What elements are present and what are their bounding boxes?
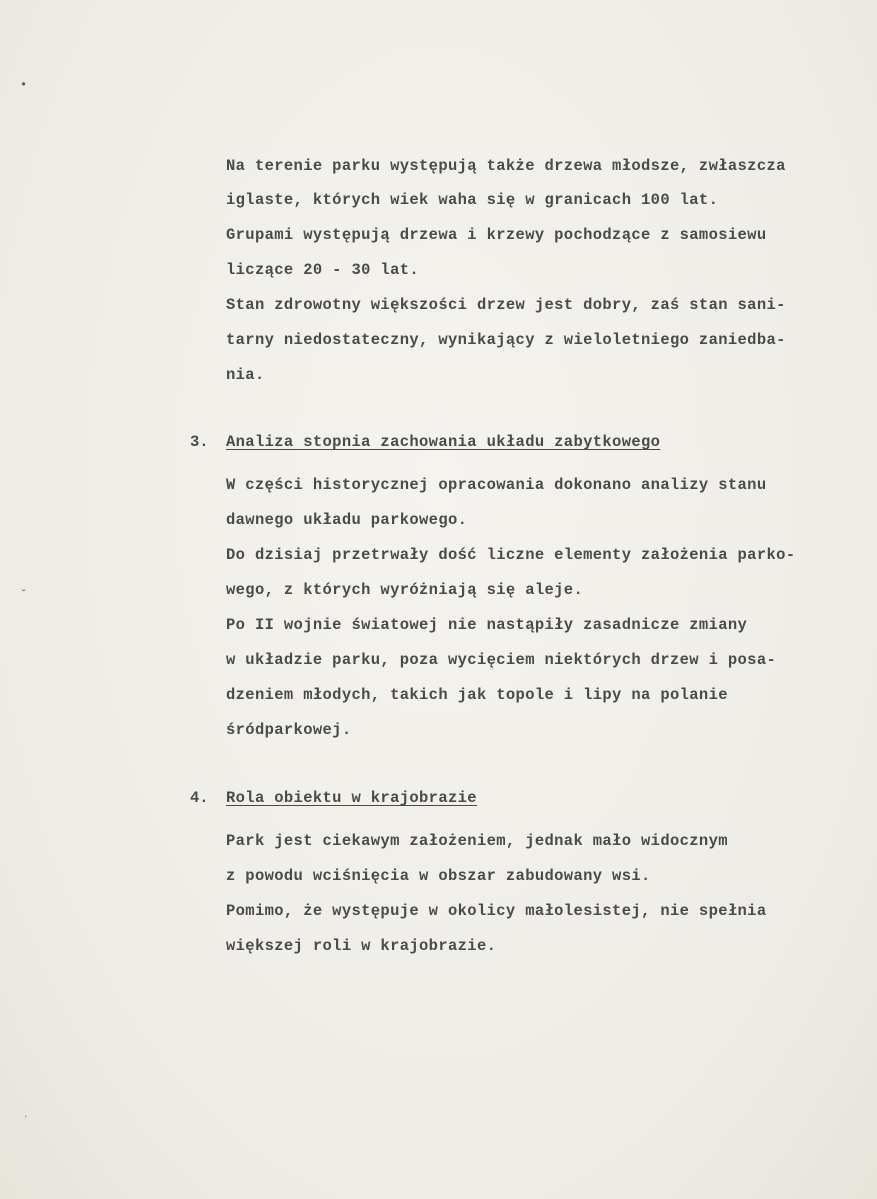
text-line: W części historycznej opracowania dokonano analizy stanu <box>226 476 767 494</box>
text-line: tarny niedostateczny, wynikający z wieloletniego zaniedba- <box>226 331 786 349</box>
margin-mark-top: • <box>20 78 28 92</box>
text-line: Grupami występują drzewa i krzewy pochodzące z samosiewu <box>226 226 767 244</box>
text-line: dzeniem młodych, takich jak topole i lipy na polanie <box>226 686 728 704</box>
text-line: Pomimo, że występuje w okolicy małolesistej, nie spełnia <box>226 902 767 920</box>
section-number: 4. <box>190 789 209 807</box>
section-title: Analiza stopnia zachowania układu zabytkowego <box>226 433 661 451</box>
text-line: nia. <box>226 366 265 384</box>
section-title: Rola obiektu w krajobrazie <box>226 789 477 807</box>
text-line: Park jest ciekawym założeniem, jednak mało widocznym <box>226 832 728 850</box>
text-line: Do dzisiaj przetrwały dość liczne elementy założenia parko- <box>226 546 796 564</box>
text-line: liczące 20 - 30 lat. <box>226 261 420 279</box>
text-line: Stan zdrowotny większości drzew jest dobry, zaś stan sani- <box>226 296 786 314</box>
text-line: w układzie parku, poza wycięciem niektórych drzew i posa- <box>226 651 777 669</box>
text-line: Po II wojnie światowej nie nastąpiły zasadnicze zmiany <box>226 616 748 634</box>
text-line: Na terenie parku występują także drzewa młodsze, zwłaszcza <box>226 157 786 175</box>
text-line: wego, z których wyróżniają się aleje. <box>226 581 584 599</box>
text-line: większej roli w krajobrazie. <box>226 937 497 955</box>
text-line: śródparkowej. <box>226 721 352 739</box>
margin-mark-middle: ˇ <box>20 588 28 602</box>
section-number: 3. <box>190 433 209 451</box>
text-line: dawnego układu parkowego. <box>226 511 468 529</box>
text-line: iglaste, których wiek waha się w granicach 100 lat. <box>226 191 719 209</box>
text-line: z powodu wciśnięcia w obszar zabudowany wsi. <box>226 867 651 885</box>
margin-mark-bottom: ˒ <box>22 1108 30 1122</box>
